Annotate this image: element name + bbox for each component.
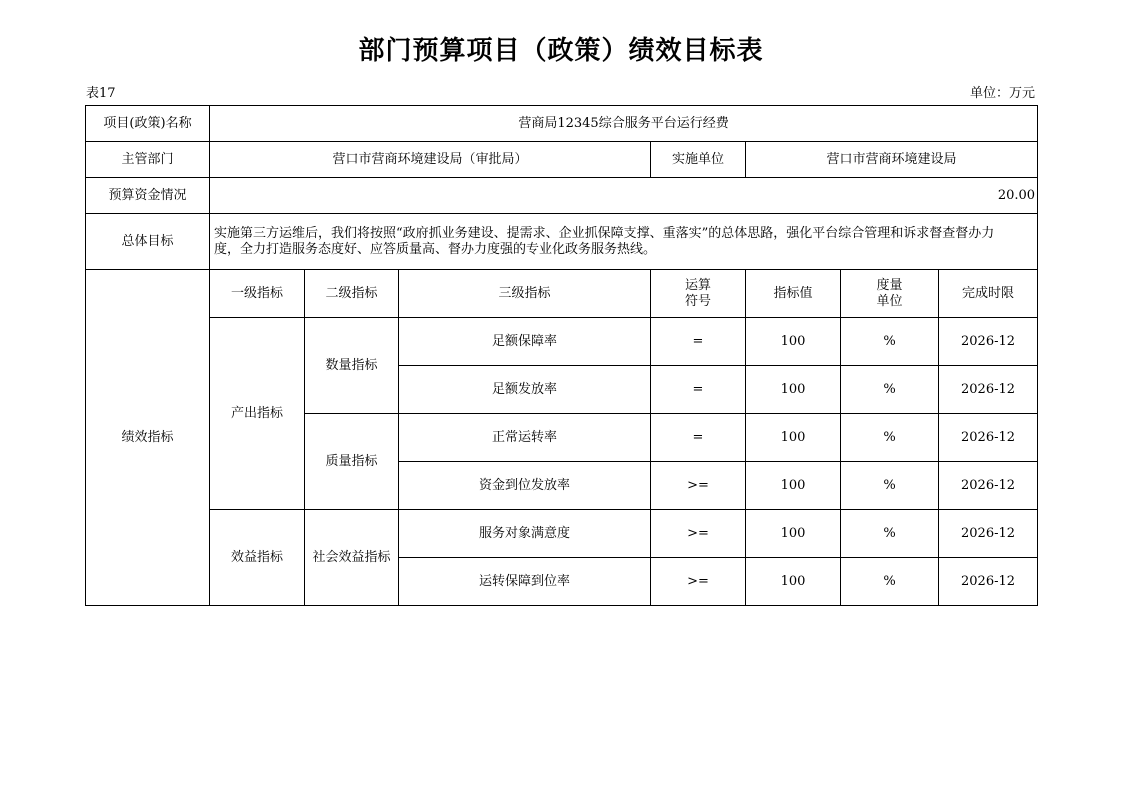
- budget-row: [86, 178, 1038, 214]
- header-unit-line-2: 单位: [876, 293, 903, 309]
- indicator-deadline: 2026-12: [939, 366, 1038, 414]
- header-value: 指标值: [746, 270, 841, 318]
- indicator-value: 100: [746, 414, 841, 462]
- indicator-name: 足额发放率: [399, 366, 651, 414]
- budget-value: 20.00: [210, 178, 1038, 214]
- indicator-deadline: 2026-12: [939, 462, 1038, 510]
- impl-label: 实施单位: [651, 142, 746, 178]
- indicator-unit: %: [841, 414, 939, 462]
- indicator-operator: >=: [651, 462, 746, 510]
- indicator-unit: %: [841, 510, 939, 558]
- indicator-operator: >=: [651, 558, 746, 606]
- header-unit-line-1: 度量: [876, 277, 903, 293]
- header-deadline: 完成时限: [939, 270, 1038, 318]
- indicator-value: 100: [746, 462, 841, 510]
- indicator-deadline: 2026-12: [939, 510, 1038, 558]
- indicator-name: 正常运转率: [399, 414, 651, 462]
- perf-label: 绩效指标: [86, 270, 210, 606]
- indicator-value: 100: [746, 510, 841, 558]
- header-operator: [651, 270, 746, 318]
- indicator-value: 100: [746, 366, 841, 414]
- header-level3: 三级指标: [399, 270, 651, 318]
- performance-target-table: [85, 105, 1038, 606]
- indicator-deadline: 2026-12: [939, 414, 1038, 462]
- project-name-row: [86, 106, 1038, 142]
- indicator-deadline: 2026-12: [939, 318, 1038, 366]
- group-social: 社会效益指标: [305, 510, 399, 606]
- goal-label: 总体目标: [86, 214, 210, 270]
- indicator-unit: %: [841, 558, 939, 606]
- group-output: 产出指标: [210, 318, 305, 510]
- indicator-operator: =: [651, 318, 746, 366]
- goal-row: [86, 214, 1038, 270]
- goal-text: [210, 214, 1038, 270]
- indicator-name: 足额保障率: [399, 318, 651, 366]
- department-row: [86, 142, 1038, 178]
- header-level2: 二级指标: [305, 270, 399, 318]
- indicator-operator: =: [651, 366, 746, 414]
- goal-line-2: 度，全力打造服务态度好、应答质量高、督办力度强的专业化政务服务热线。: [214, 241, 657, 257]
- dept-value: 营口市营商环境建设局（审批局）: [210, 142, 651, 178]
- budget-label: 预算资金情况: [86, 178, 210, 214]
- indicator-name: 服务对象满意度: [399, 510, 651, 558]
- project-name-value: 营商局12345综合服务平台运行经费: [210, 106, 1038, 142]
- table-row: [86, 510, 1038, 558]
- group-quality: 质量指标: [305, 414, 399, 510]
- impl-value: 营口市营商环境建设局: [746, 142, 1038, 178]
- indicator-operator: =: [651, 414, 746, 462]
- indicator-name: 运转保障到位率: [399, 558, 651, 606]
- indicator-operator: >=: [651, 510, 746, 558]
- group-benefit: 效益指标: [210, 510, 305, 606]
- indicator-value: 100: [746, 318, 841, 366]
- indicator-name: 资金到位发放率: [399, 462, 651, 510]
- indicator-header-row: [86, 270, 1038, 318]
- indicator-unit: %: [841, 366, 939, 414]
- page-title: 部门预算项目（政策）绩效目标表: [358, 36, 764, 66]
- indicator-unit: %: [841, 318, 939, 366]
- table-number: 表17: [86, 86, 116, 101]
- header-level1: 一级指标: [210, 270, 305, 318]
- table-row: [86, 318, 1038, 366]
- header-unit: [841, 270, 939, 318]
- unit-label: 单位：万元: [969, 86, 1035, 101]
- indicator-deadline: 2026-12: [939, 558, 1038, 606]
- indicator-value: 100: [746, 558, 841, 606]
- dept-label: 主管部门: [86, 142, 210, 178]
- group-quantity: 数量指标: [305, 318, 399, 414]
- header-operator-line-2: 符号: [684, 293, 711, 309]
- project-name-label: 项目(政策)名称: [86, 106, 210, 142]
- goal-line-1: 实施第三方运维后，我们将按照“政府抓业务建设、提需求、企业抓保障支撑、重落实”的总体思路，强化平台综合管理和诉求督查督办力: [214, 225, 995, 241]
- header-operator-line-1: 运算: [684, 277, 711, 293]
- indicator-unit: %: [841, 462, 939, 510]
